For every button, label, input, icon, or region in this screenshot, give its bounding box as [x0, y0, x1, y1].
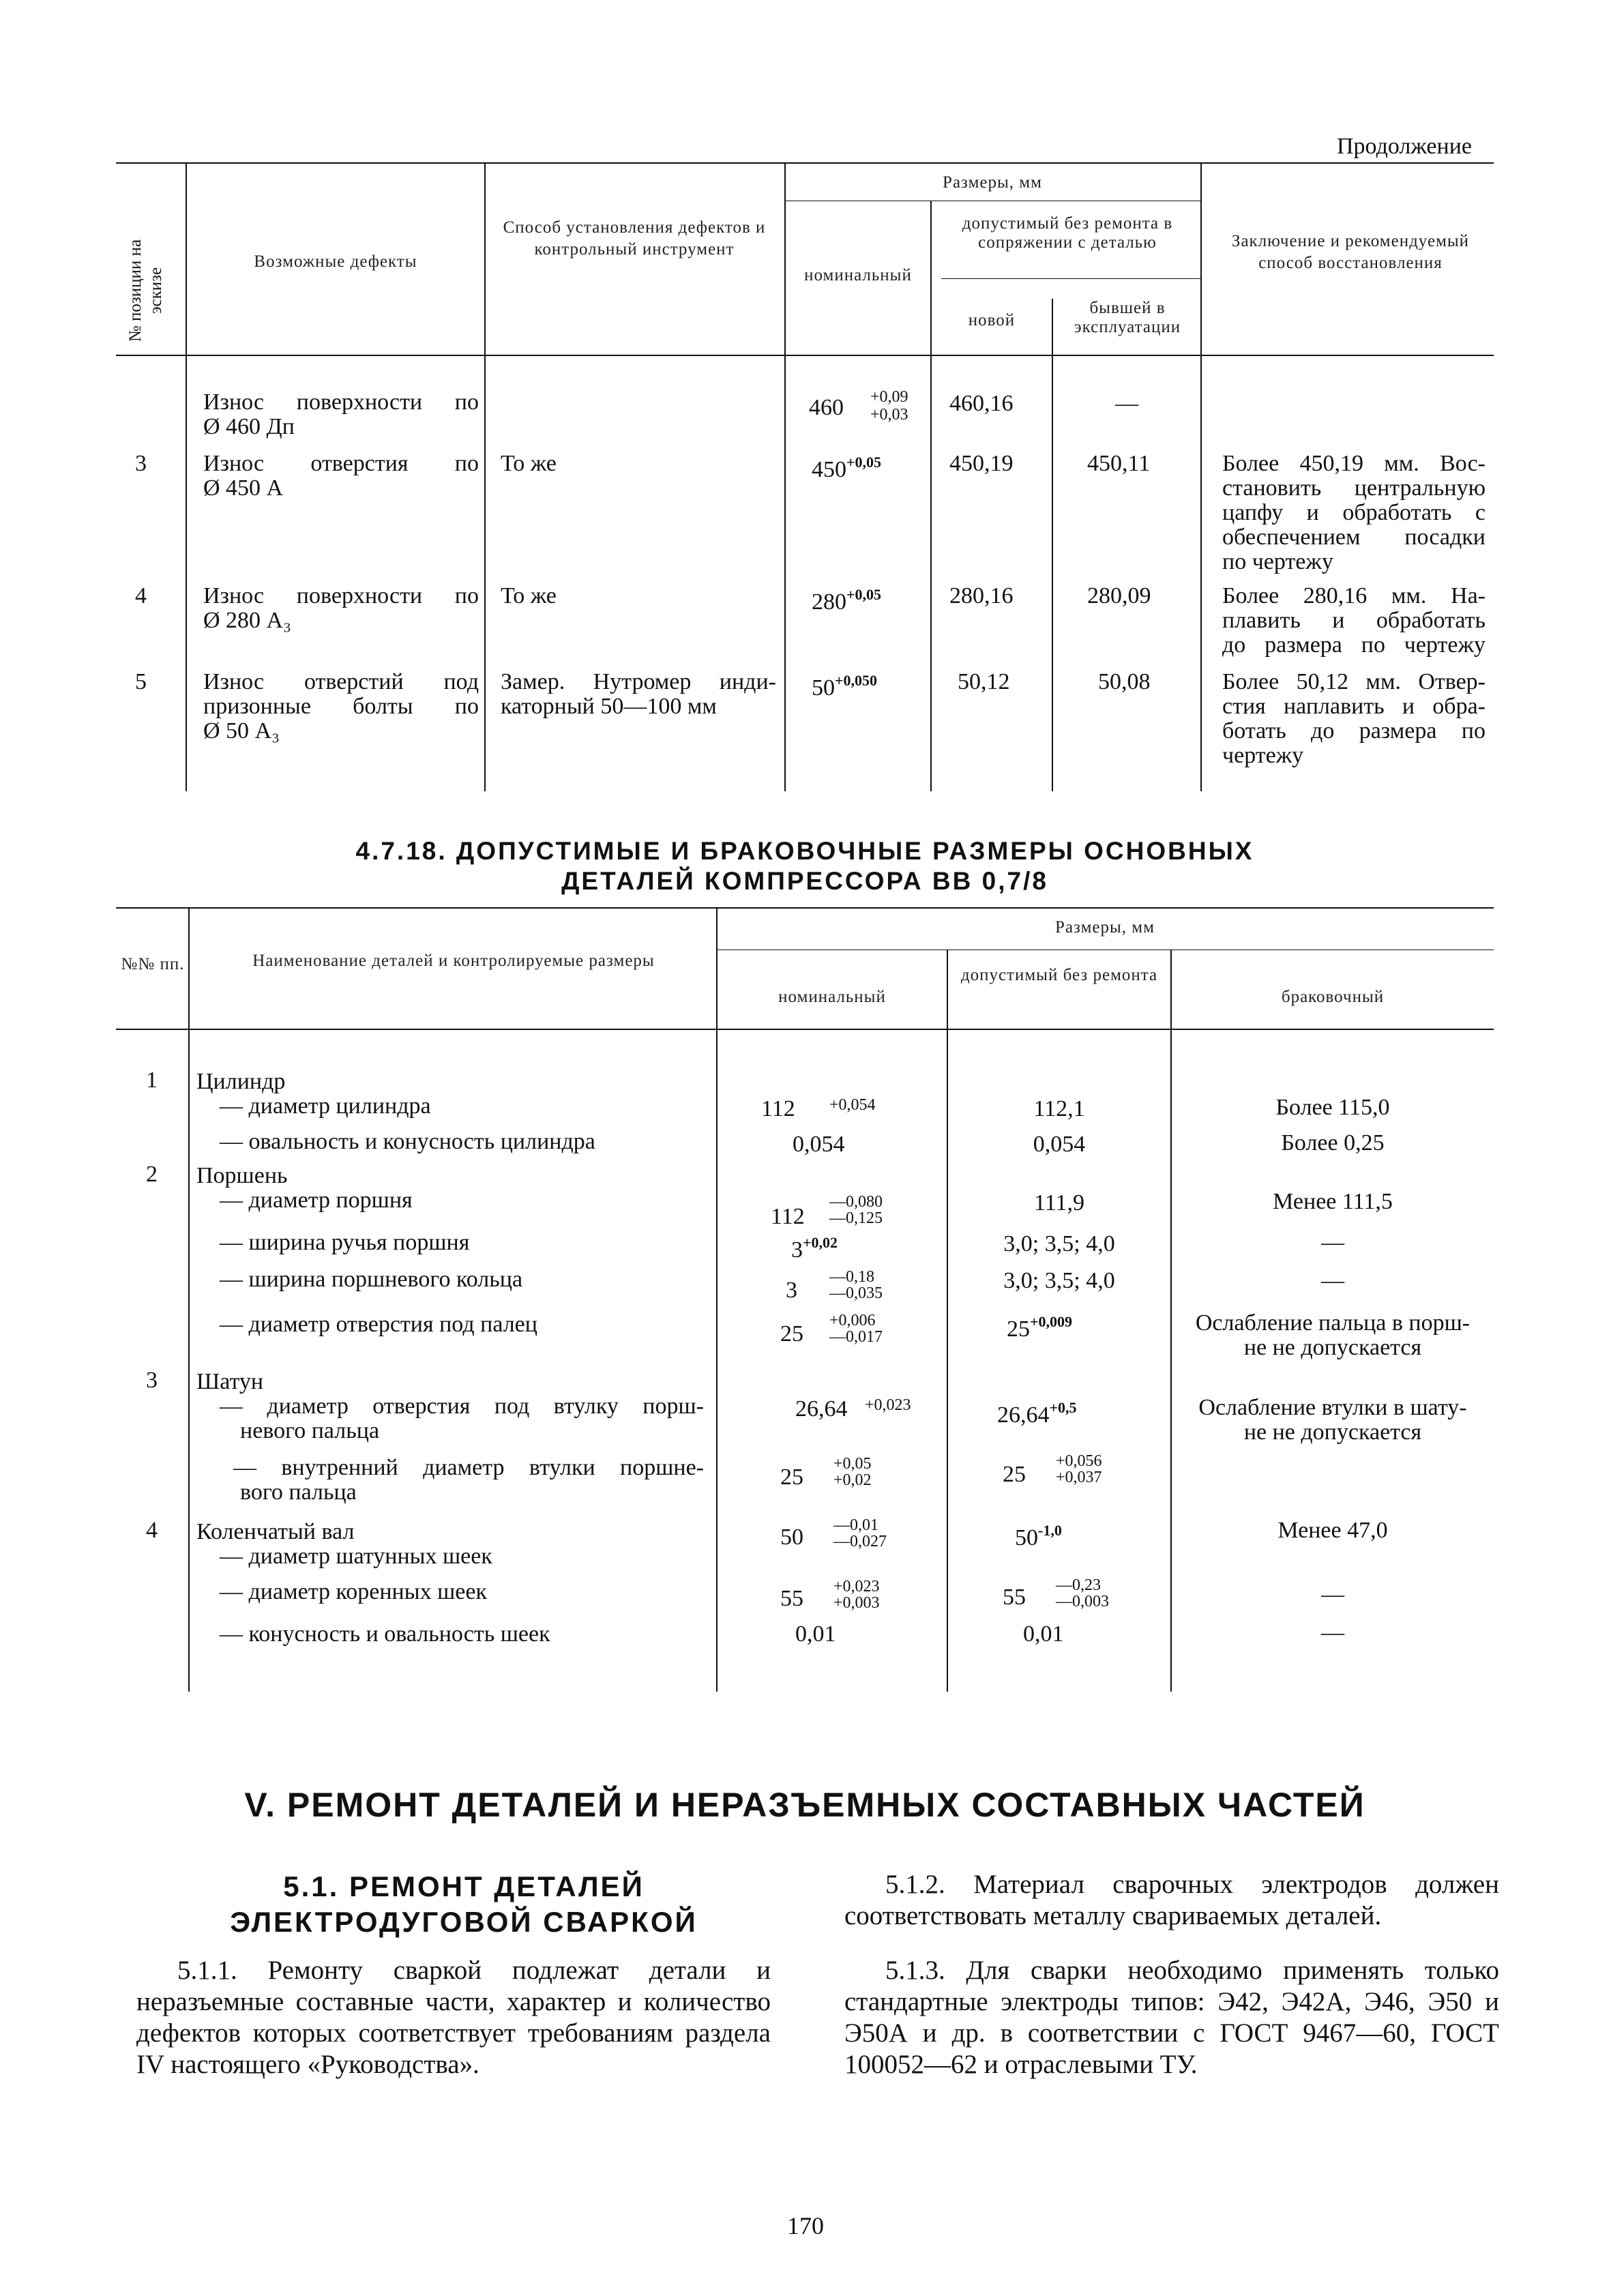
- part-name: — внутренний диаметр втулки поршне-: [233, 1455, 704, 1480]
- nominal-size: 0,01: [795, 1621, 836, 1647]
- nominal-size: 460: [809, 395, 844, 420]
- allowed-size: 25: [1003, 1462, 1026, 1487]
- nominal-size: 50: [780, 1525, 803, 1550]
- allowed-size: 111,9: [1034, 1190, 1084, 1216]
- tolerance-lower: —0,035: [829, 1284, 883, 1302]
- allowed-size: 3,0; 3,5; 4,0: [1003, 1231, 1115, 1256]
- allowed-size: $26,64^{+0,5}$: [997, 1399, 1077, 1428]
- allowed-size: 3,0; 3,5; 4,0: [1003, 1268, 1115, 1293]
- defect-text: Износ отверстия по: [203, 451, 479, 476]
- tolerance-upper: +0,09: [870, 388, 908, 406]
- chapter-title: V. РЕМОНТ ДЕТАЛЕЙ И НЕРАЗЪЕМНЫХ СОСТАВНЫХ ЧАСТЕЙ: [244, 1786, 1365, 1824]
- defect-text: Ø 450 А: [203, 475, 284, 501]
- part-name: — диаметр отверстия под палец: [220, 1312, 537, 1337]
- group-name: Поршень: [196, 1163, 288, 1188]
- header-reject: браковочный: [1281, 988, 1385, 1006]
- conclusion-line: по чертежу: [1222, 549, 1333, 574]
- reject-size: —: [1321, 1620, 1344, 1645]
- allowed-size: $25^{+0,009}$: [1007, 1313, 1073, 1342]
- header-nominal: номинальный: [804, 266, 912, 284]
- allowed-size: $50^{-1,0}$: [1015, 1522, 1062, 1550]
- header-used: бывшей в эксплуатации: [1074, 299, 1181, 336]
- header-defects: Возможные дефекты: [254, 252, 417, 271]
- row-position: 4: [135, 583, 147, 608]
- paragraph-5-1-2: 5.1.2. Материал сварочных электродов должен соответствовать металлу свариваемых деталей.: [844, 1870, 1499, 1930]
- reject-size: —: [1321, 1268, 1344, 1293]
- allowed-size: 0,054: [1033, 1132, 1086, 1157]
- header-num: №№ пп.: [121, 955, 185, 973]
- paragraph-5-1-1: 5.1.1. Ремонту сваркой подлежат детали и неразъемные составные части, характер и количество дефектов которых соответствует требованиям раздела IV настоящего «Руководства».: [136, 1956, 771, 2079]
- size-new: 450,19: [949, 451, 1014, 476]
- nominal-size: 112: [761, 1096, 795, 1121]
- method-text: То же: [501, 583, 557, 608]
- part-name: — ширина поршневого кольца: [220, 1267, 523, 1292]
- size-new: 280,16: [949, 583, 1014, 608]
- part-name: — диаметр шатунных шеек: [220, 1544, 492, 1569]
- reject-text: Ослабление пальца в порш- не не допускается: [1195, 1310, 1470, 1360]
- tolerance-upper: +0,006: [829, 1312, 876, 1329]
- size-used: 450,11: [1087, 451, 1151, 476]
- part-name: — овальность и конусность цилиндра: [220, 1129, 595, 1154]
- part-name: — конусность и овальность шеек: [220, 1621, 550, 1647]
- conclusion-line: до размера по чертежу: [1222, 632, 1486, 658]
- allowed-size: 55: [1003, 1585, 1026, 1610]
- defects-table: [116, 162, 1494, 791]
- nominal-size: $3^{+0,02}$: [791, 1234, 838, 1263]
- paragraph-5-1-3: 5.1.3. Для сварки необходимо применять только стандартные электроды типов: Э42, Э42А, Э46, Э50 и Э50А и др. в соответствии с ГОСТ 9467—60, ГОСТ 100052—62 и отраслевыми ТУ.: [844, 1956, 1499, 2079]
- conclusion-line: становить центральную: [1222, 475, 1486, 501]
- tolerance-lower: —0,125: [829, 1209, 883, 1227]
- tolerance-lower: +0,003: [833, 1594, 880, 1612]
- nominal-size: 0,054: [793, 1132, 845, 1157]
- tolerance-upper: +0,023: [833, 1578, 880, 1595]
- conclusion-line: Более 450,19 мм. Вос-: [1222, 451, 1486, 476]
- row-num: 3: [146, 1368, 158, 1393]
- nominal-size: 25: [780, 1465, 803, 1490]
- part-name: — диаметр цилиндра: [220, 1093, 431, 1119]
- sizes-table: [116, 907, 1494, 1692]
- nominal-size: $450^{+0,05}$: [812, 454, 882, 482]
- row-position: 3: [135, 451, 147, 476]
- defect-text: Ø 50 А₃: [203, 718, 280, 744]
- part-name: — ширина ручья поршня: [220, 1230, 470, 1255]
- part-name: вого пальца: [240, 1480, 357, 1505]
- part-name: — диаметр коренных шеек: [220, 1579, 487, 1604]
- header-allowed: допустимый без ремонта в сопряжении с деталью: [962, 214, 1173, 252]
- defect-text: Износ поверхности по: [203, 583, 479, 608]
- size-used: 50,08: [1098, 669, 1151, 694]
- part-name: — диаметр отверстия под втулку порш-: [220, 1394, 704, 1419]
- group-name: Шатун: [196, 1369, 264, 1394]
- tolerance-upper: +0,05: [833, 1455, 872, 1473]
- reject-size: Более 0,25: [1281, 1130, 1385, 1156]
- tolerance-lower: +0,02: [833, 1471, 872, 1489]
- group-name: Коленчатый вал: [196, 1519, 355, 1544]
- nominal-size: $280^{+0,05}$: [812, 586, 882, 615]
- header-position: № позиции на эскизе: [126, 239, 165, 342]
- method-text: То же: [501, 451, 557, 476]
- size-new: 50,12: [958, 669, 1010, 694]
- reject-size: —: [1321, 1230, 1344, 1255]
- tolerance-upper: —0,01: [833, 1516, 878, 1534]
- conclusion-line: цапфу и обработать с: [1222, 500, 1486, 525]
- row-num: 4: [146, 1518, 158, 1543]
- method-text: каторный 50—100 мм: [501, 694, 717, 719]
- tolerance-lower: —0,003: [1056, 1593, 1109, 1610]
- header-sizes: Размеры, мм: [1055, 918, 1155, 937]
- nominal-size: 25: [780, 1321, 803, 1346]
- size-new: 460,16: [949, 391, 1014, 416]
- conclusion-line: Более 50,12 мм. Отвер-: [1222, 669, 1486, 694]
- allowed-size: 112,1: [1033, 1096, 1085, 1121]
- tolerance-upper: —0,23: [1056, 1576, 1101, 1594]
- tolerance-upper: +0,054: [829, 1096, 876, 1114]
- conclusion-line: стия наплавить и обра-: [1222, 694, 1486, 719]
- reject-size: Менее 47,0: [1277, 1518, 1388, 1543]
- nominal-size: $50^{+0,050}$: [812, 672, 878, 701]
- tolerance-lower: +0,037: [1056, 1469, 1102, 1486]
- header-new: новой: [968, 311, 1016, 329]
- defect-text: Износ отверстий под: [203, 669, 479, 694]
- page-number: 170: [787, 2212, 824, 2239]
- group-name: Цилиндр: [196, 1069, 286, 1094]
- tolerance-lower: —0,027: [833, 1533, 887, 1550]
- nominal-size: 26,64: [795, 1396, 848, 1422]
- conclusion-line: чертежу: [1222, 743, 1304, 768]
- conclusion-line: плавить и обработать: [1222, 608, 1486, 633]
- nominal-size: 3: [786, 1278, 797, 1303]
- row-num: 1: [146, 1068, 158, 1093]
- tolerance-upper: —0,18: [829, 1268, 874, 1286]
- defect-text: Износ поверхности по: [203, 389, 479, 415]
- header-nominal: номинальный: [778, 988, 886, 1006]
- section-title: 4.7.18. ДОПУСТИМЫЕ И БРАКОВОЧНЫЕ РАЗМЕРЫ ОСНОВНЫХ ДЕТАЛЕЙ КОМПРЕССОРА ВВ 0,7/8: [355, 837, 1254, 895]
- defect-text: Ø 460 Дп: [203, 414, 295, 439]
- tolerance-lower: +0,03: [870, 406, 908, 424]
- tolerance-upper: +0,023: [865, 1396, 911, 1414]
- continuation-label: Продолжение: [1337, 134, 1473, 159]
- nominal-size: 55: [780, 1586, 803, 1611]
- tolerance-upper: —0,080: [829, 1193, 883, 1211]
- header-sizes: Размеры, мм: [943, 173, 1042, 192]
- defect-text: призонные болты по: [203, 694, 479, 719]
- nominal-size: 112: [771, 1204, 805, 1229]
- reject-size: Более 115,0: [1275, 1095, 1390, 1120]
- size-used: 280,09: [1087, 583, 1151, 608]
- size-used: —: [1115, 391, 1138, 416]
- row-position: 5: [135, 669, 147, 694]
- row-num: 2: [146, 1162, 158, 1187]
- conclusion-line: ботать до размера по: [1222, 718, 1486, 744]
- allowed-size: 0,01: [1023, 1621, 1064, 1647]
- conclusion-line: Более 280,16 мм. На-: [1222, 583, 1486, 608]
- tolerance-upper: +0,056: [1056, 1452, 1102, 1470]
- header-allowed: допустимый без ремонта: [960, 966, 1158, 984]
- header-method: Способ установления дефектов и контрольный инструмент: [503, 218, 766, 259]
- header-name: Наименование деталей и контролируемые размеры: [252, 952, 655, 970]
- subsection-title: 5.1. РЕМОНТ ДЕТАЛЕЙ ЭЛЕКТРОДУГОВОЙ СВАРКОЙ: [230, 1870, 698, 1938]
- reject-text: Ослабление втулки в шату- не не допускается: [1198, 1395, 1467, 1445]
- method-text: Замер. Нутромер инди-: [501, 669, 776, 694]
- part-name: — диаметр поршня: [220, 1188, 413, 1213]
- conclusion-line: обеспечением посадки: [1222, 525, 1486, 550]
- part-name: невого пальца: [240, 1418, 380, 1443]
- reject-size: —: [1321, 1582, 1344, 1607]
- header-conclusion: Заключение и рекомендуемый способ восстановления: [1231, 232, 1470, 272]
- defect-text: Ø 280 А₃: [203, 608, 291, 633]
- tolerance-lower: —0,017: [829, 1328, 883, 1346]
- reject-size: Менее 111,5: [1273, 1189, 1393, 1214]
